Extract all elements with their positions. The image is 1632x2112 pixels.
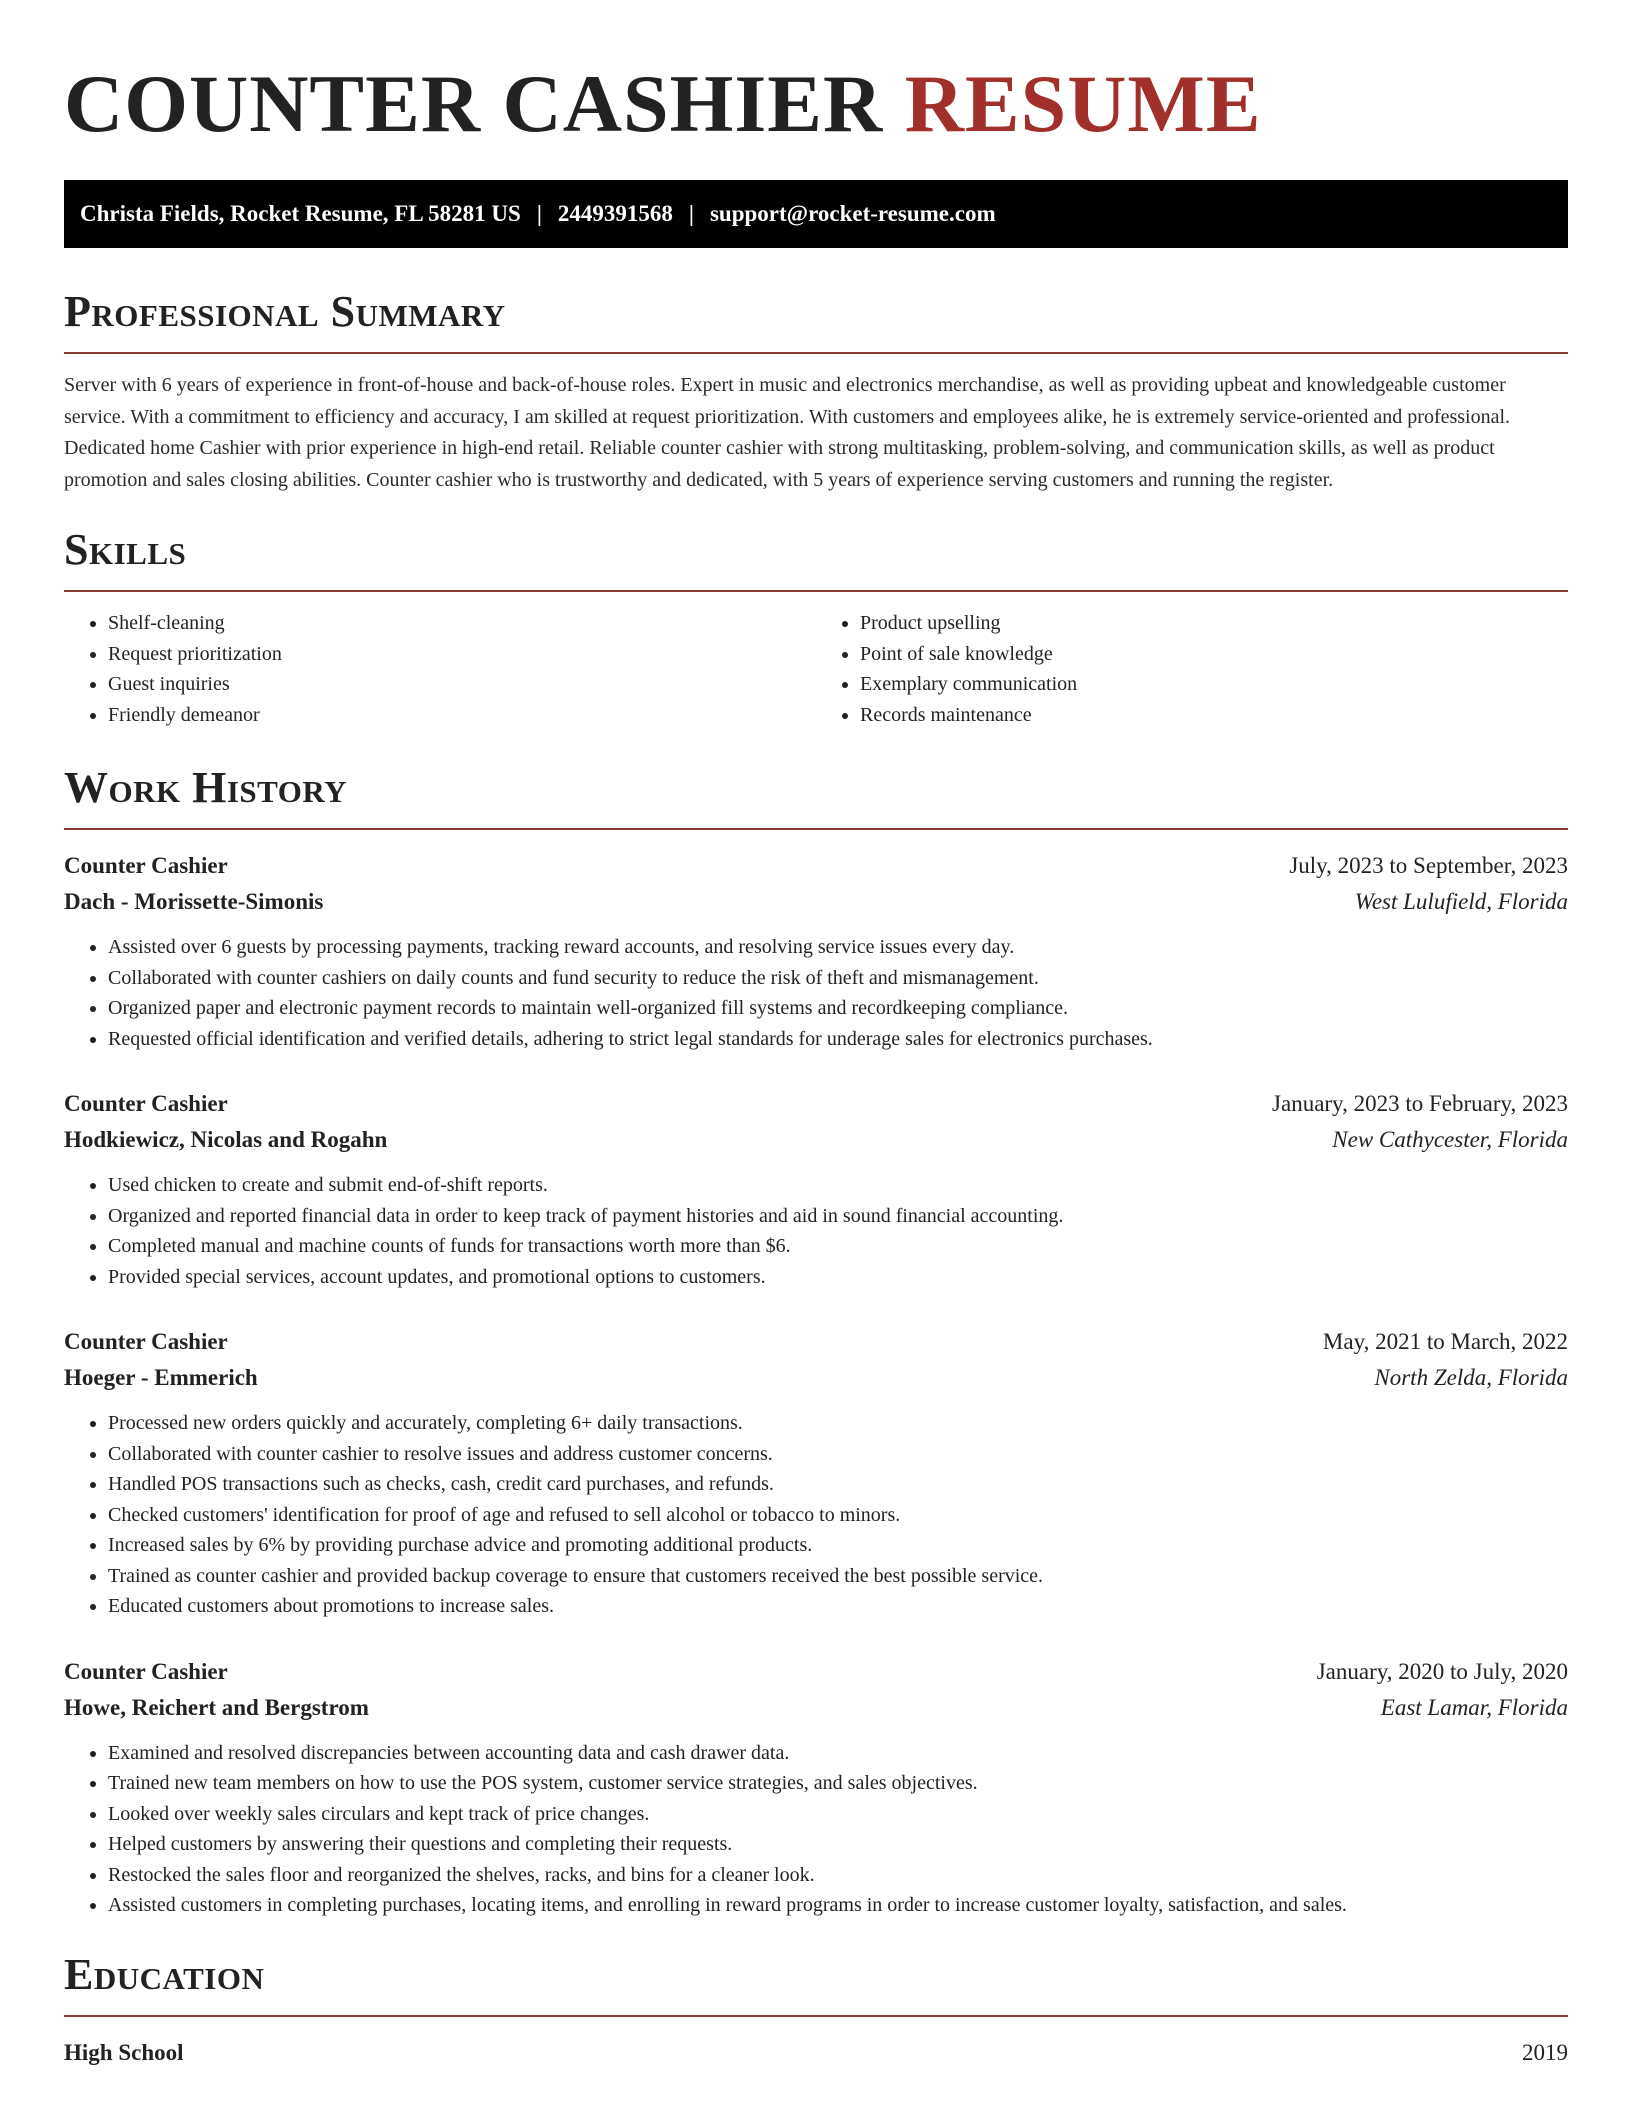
job-dates: January, 2023 to February, 2023 [1272, 1091, 1568, 1116]
job-bullet: • Handled POS transactions such as checks, cash, credit card purchases, and refunds. [108, 1469, 1568, 1500]
job-company: Hodkiewicz, Nicolas and Rogahn [64, 1127, 388, 1152]
section-divider [64, 590, 1568, 592]
job-company-row [64, 1690, 1568, 1726]
education-section [64, 1949, 1568, 2071]
job-bullet: • Trained new team members on how to use the POS system, customer service strategies, and sales objectives. [108, 1768, 1568, 1799]
work-section [64, 762, 1568, 1921]
job-bullet: • Provided special services, account updates, and promotional options to customers. [108, 1262, 1568, 1293]
job-bullets [64, 1408, 1568, 1622]
title-main: COUNTER CASHIER [64, 58, 884, 149]
job-bullet: • Examined and resolved discrepancies between accounting data and cash drawer data. [108, 1738, 1568, 1769]
job-bullet: • Checked customers' identification for proof of age and refused to sell alcohol or tobacco to minors. [108, 1500, 1568, 1531]
contact-phone: 2449391568 [557, 201, 673, 226]
job-title-row [64, 1324, 1568, 1360]
skills-columns [64, 608, 1568, 730]
job-location: East Lamar, Florida [1380, 1694, 1568, 1720]
job-bullets [64, 932, 1568, 1054]
summary-text: Server with 6 years of experience in front-of-house and back-of-house roles. Expert in music and electronics merchandise, as well as providing upbeat and knowledgeable customer service. With a commitment to efficiency and accuracy, I am skilled at request prioritization. With customers and employees alike, he is extremely service-oriented and professional. Dedicated home Cashier with prior experience in high-end retail. Reliable counter cashier with strong multitasking, problem-solving, and communication skills, as well as product promotion and sales closing abilities. Counter cashier who is trustworthy and dedicated, with 5 years of experience serving customers and running the register. [64, 374, 1511, 491]
job-bullet: • Organized and reported financial data in order to keep track of payment histories and aid in sound financial accounting. [108, 1201, 1568, 1232]
job-bullet: • Helped customers by answering their questions and completing their requests. [108, 1829, 1568, 1860]
job-company-row [64, 1360, 1568, 1396]
job-company: Hoeger - Emmerich [64, 1365, 258, 1390]
job-entry [64, 1654, 1568, 1921]
job-bullet: • Completed manual and machine counts of funds for transactions worth more than $6. [108, 1231, 1568, 1262]
job-bullet: • Collaborated with counter cashiers on daily counts and fund security to reduce the risk of theft and mismanagement. [108, 963, 1568, 994]
work-heading: Work History [64, 763, 348, 812]
contact-bar [64, 180, 1568, 248]
section-divider [64, 352, 1568, 354]
education-entry [64, 2035, 1568, 2071]
contact-separator: | [536, 201, 542, 226]
skills-heading: Skills [64, 525, 187, 574]
job-company-row [64, 1122, 1568, 1158]
skill-item: • Request prioritization [108, 639, 816, 670]
skills-list-left [64, 608, 816, 730]
job-bullet: • Requested official identification and verified details, adhering to strict legal standards for underage sales for electronics purchases. [108, 1024, 1568, 1055]
skill-item: • Shelf-cleaning [108, 608, 816, 639]
skill-item: • Product upselling [860, 608, 1568, 639]
job-entry [64, 1324, 1568, 1622]
job-company: Dach - Morissette-Simonis [64, 889, 324, 914]
job-dates: January, 2020 to July, 2020 [1316, 1658, 1568, 1684]
skills-list-right [816, 608, 1568, 730]
job-dates: May, 2021 to March, 2022 [1322, 1329, 1568, 1354]
job-bullet: • Trained as counter cashier and provided backup coverage to ensure that customers received the best possible service. [108, 1561, 1568, 1592]
education-degree: High School [64, 2039, 184, 2065]
skill-item: • Records maintenance [860, 700, 1568, 731]
contact-address: Christa Fields, Rocket Resume, FL 58281 US [80, 201, 521, 226]
job-bullet: • Increased sales by 6% by providing purchase advice and promoting additional products. [108, 1530, 1568, 1561]
skill-item: • Friendly demeanor [108, 700, 816, 731]
job-location: North Zelda, Florida [1374, 1365, 1568, 1390]
job-bullet: • Collaborated with counter cashier to resolve issues and address customer concerns. [108, 1439, 1568, 1470]
job-location: New Cathycester, Florida [1332, 1127, 1568, 1152]
skill-item: • Exemplary communication [860, 669, 1568, 700]
job-company: Howe, Reichert and Bergstrom [64, 1694, 369, 1720]
job-company-row [64, 884, 1568, 920]
summary-heading: Professional Summary [64, 287, 506, 336]
job-title-row [64, 1654, 1568, 1690]
job-entry [64, 848, 1568, 1054]
job-title: Counter Cashier [64, 1329, 228, 1354]
section-divider [64, 828, 1568, 830]
job-title: Counter Cashier [64, 1658, 228, 1684]
job-bullet: • Assisted customers in completing purchases, locating items, and enrolling in reward programs in order to increase customer loyalty, satisfaction, and sales. [108, 1890, 1568, 1921]
job-title-row [64, 1086, 1568, 1122]
education-year: 2019 [1522, 2039, 1568, 2065]
job-bullets [64, 1738, 1568, 1921]
job-title-row [64, 848, 1568, 884]
job-bullet: • Educated customers about promotions to increase sales. [108, 1591, 1568, 1622]
skill-item: • Guest inquiries [108, 669, 816, 700]
job-bullet: • Organized paper and electronic payment records to maintain well-organized fill systems and recordkeeping compliance. [108, 993, 1568, 1024]
education-heading: Education [64, 1949, 265, 1999]
skills-section [64, 524, 1568, 730]
job-bullet: • Restocked the sales floor and reorganized the shelves, racks, and bins for a cleaner look. [108, 1860, 1568, 1891]
job-title: Counter Cashier [64, 1091, 228, 1116]
job-bullet: • Assisted over 6 guests by processing payments, tracking reward accounts, and resolving service issues every day. [108, 932, 1568, 963]
skill-item: • Point of sale knowledge [860, 639, 1568, 670]
job-location: West Lulufield, Florida [1354, 889, 1568, 914]
job-bullet: • Used chicken to create and submit end-of-shift reports. [108, 1170, 1568, 1201]
contact-email: support@rocket-resume.com [709, 201, 996, 226]
job-bullet: • Processed new orders quickly and accurately, completing 6+ daily transactions. [108, 1408, 1568, 1439]
section-divider [64, 2015, 1568, 2017]
job-bullets [64, 1170, 1568, 1292]
summary-section [64, 286, 1568, 496]
contact-separator: | [688, 201, 694, 226]
job-title: Counter Cashier [64, 853, 228, 878]
job-entry [64, 1086, 1568, 1292]
document-title [64, 0, 1568, 150]
job-bullet: • Looked over weekly sales circulars and kept track of price changes. [108, 1799, 1568, 1830]
job-dates: July, 2023 to September, 2023 [1289, 853, 1568, 878]
title-accent: RESUME [904, 58, 1262, 149]
